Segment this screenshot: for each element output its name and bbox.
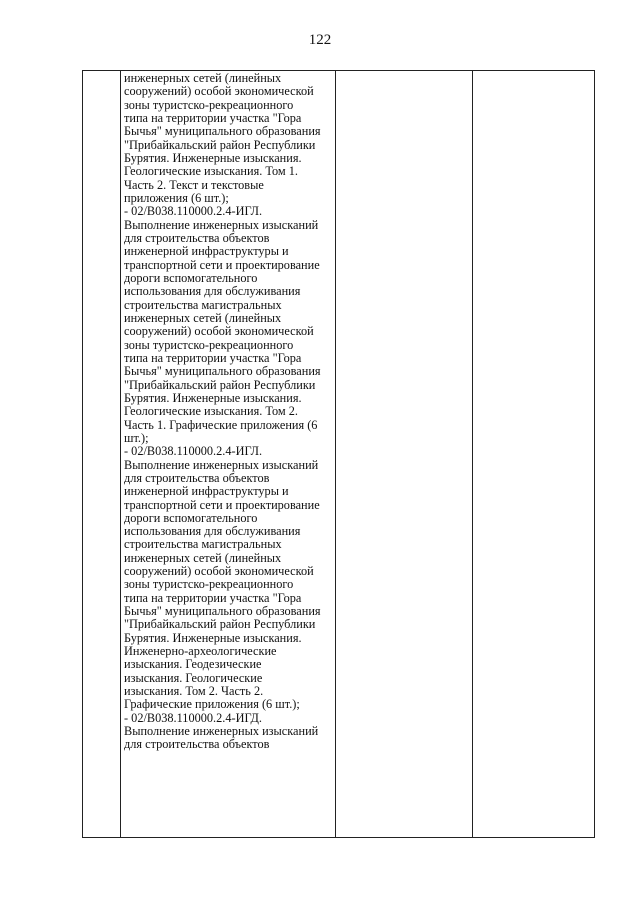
text-line: - 02/В038.110000.2.4-ИГЛ.	[124, 444, 263, 459]
text-line: изыскания. Геодезические	[124, 657, 262, 672]
text-line: зоны туристско-рекреационного	[124, 337, 294, 352]
text-line: Выполнение инженерных изысканий	[124, 217, 319, 232]
text-line: строительства магистральных	[124, 537, 282, 552]
text-line: Геологические изыскания. Том 1.	[124, 164, 298, 179]
text-line: Инженерно-археологические	[124, 644, 277, 659]
text-line: для строительства объектов	[124, 737, 270, 752]
text-line: для строительства объектов	[124, 230, 270, 245]
text-line: Бычья" муниципального образования	[124, 124, 321, 139]
text-line: изыскания. Геологические	[124, 670, 263, 685]
text-line: дороги вспомогательного	[124, 270, 258, 285]
text-line: Выполнение инженерных изысканий	[124, 724, 319, 739]
text-line: для строительства объектов	[124, 470, 270, 485]
text-line: инженерной инфраструктуры и	[124, 244, 289, 259]
text-line: - 02/В038.110000.2.4-ИГД.	[124, 710, 262, 725]
text-line: Бурятия. Инженерные изыскания.	[124, 390, 302, 405]
text-line: Бычья" муниципального образования	[124, 604, 321, 619]
page-number: 122	[308, 32, 332, 48]
text-line: использования для обслуживания	[124, 284, 301, 299]
text-line: "Прибайкальский район Республики	[124, 137, 316, 152]
text-line: инженерной инфраструктуры и	[124, 484, 289, 499]
text-line: Часть 1. Графические приложения (6	[124, 417, 318, 432]
text-line: сооружений) особой экономической	[124, 564, 314, 579]
column-divider-2	[335, 71, 336, 837]
text-line: "Прибайкальский район Республики	[124, 617, 316, 632]
text-line: сооружений) особой экономической	[124, 324, 314, 339]
document-table	[82, 70, 595, 838]
text-line: приложения (6 шт.);	[124, 190, 229, 205]
text-line: использования для обслуживания	[124, 524, 301, 539]
text-line: зоны туристско-рекреационного	[124, 577, 294, 592]
text-line: зоны туристско-рекреационного	[124, 97, 294, 112]
text-line: строительства магистральных	[124, 297, 282, 312]
text-line: шт.);	[124, 430, 149, 445]
text-line: инженерных сетей (линейных	[124, 550, 282, 565]
text-line: типа на территории участка "Гора	[124, 110, 302, 125]
text-line: типа на территории участка "Гора	[124, 590, 302, 605]
text-line: транспортной сети и проектирование	[124, 257, 320, 272]
text-line: Часть 2. Текст и текстовые	[124, 177, 264, 192]
text-line: типа на территории участка "Гора	[124, 350, 302, 365]
column-divider-3	[472, 71, 473, 837]
text-line: Графические приложения (6 шт.);	[124, 697, 300, 712]
text-line: транспортной сети и проектирование	[124, 497, 320, 512]
text-line: Бурятия. Инженерные изыскания.	[124, 150, 302, 165]
text-line: - 02/В038.110000.2.4-ИГЛ.	[124, 204, 263, 219]
table-cell-description	[124, 72, 334, 752]
text-line: Бурятия. Инженерные изыскания.	[124, 630, 302, 645]
text-line: сооружений) особой экономической	[124, 84, 314, 99]
text-line: инженерных сетей (линейных	[124, 310, 282, 325]
column-divider-1	[120, 71, 121, 837]
text-line: инженерных сетей (линейных	[124, 71, 282, 85]
text-line: изыскания. Том 2. Часть 2.	[124, 684, 264, 699]
text-line: дороги вспомогательного	[124, 510, 258, 525]
text-line: Выполнение инженерных изысканий	[124, 457, 319, 472]
text-line: "Прибайкальский район Республики	[124, 377, 316, 392]
text-line: Бычья" муниципального образования	[124, 364, 321, 379]
text-line: Геологические изыскания. Том 2.	[124, 404, 298, 419]
